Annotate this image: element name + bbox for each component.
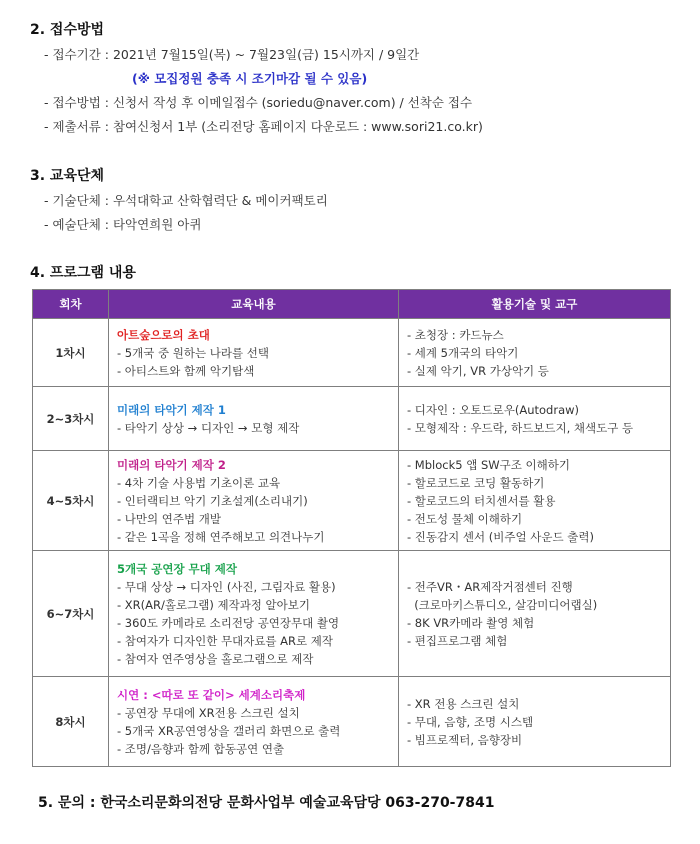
tool-item: - 빔프로젝터, 음향장비 <box>407 732 523 747</box>
round-cell: 6~7차시 <box>33 551 109 677</box>
round-cell: 1차시 <box>33 319 109 387</box>
contact-info: 5. 문의 : 한국소리문화의전당 문화사업부 예술교육담당 063-270-7841 <box>38 795 495 811</box>
session-title: 5개국 공연장 무대 제작 <box>117 561 237 576</box>
content-cell <box>109 451 399 551</box>
early-close-note: (※ 모집정원 충족 시 조기마감 될 수 있음) <box>132 71 368 86</box>
tool-item: - XR 전용 스크린 설치 <box>407 696 520 711</box>
section-3-title: 3. 교육단체 <box>30 168 105 184</box>
content-cell <box>109 551 399 677</box>
reception-period: - 접수기간 : 2021년 7월15일(목) ~ 7월23일(금) 15시까지 / 9일간 <box>44 47 420 62</box>
tools-cell <box>399 387 671 451</box>
tool-item: - 실제 악기, VR 가상악기 등 <box>407 363 549 378</box>
content-item: - 나만의 연주법 개발 <box>117 511 221 526</box>
content-item: - 5개국 XR공연영상을 갤러리 화면으로 출력 <box>117 723 341 738</box>
content-cell <box>109 677 399 767</box>
header-tools: 활용기술 및 교구 <box>399 290 671 319</box>
header-round: 회차 <box>33 290 109 319</box>
tool-item: - 전주VR・AR제작거점센터 진행 <box>407 579 573 594</box>
tech-organization: - 기술단체 : 우석대학교 산학협력단 & 메이커팩토리 <box>44 193 328 208</box>
tool-item: - 무대, 음향, 조명 시스템 <box>407 714 534 729</box>
content-item: - 공연장 무대에 XR전용 스크린 설치 <box>117 705 300 720</box>
table-row <box>33 319 671 387</box>
content-item: - 같은 1곡을 정해 연주해보고 의견나누기 <box>117 529 325 544</box>
content-item: - 무대 상상 → 디자인 (사진, 그림자료 활용) <box>117 579 336 594</box>
tool-item: - 할로코드의 터치센서를 활용 <box>407 493 556 508</box>
round-cell: 4~5차시 <box>33 451 109 551</box>
table-row <box>33 387 671 451</box>
round-cell: 8차시 <box>33 677 109 767</box>
required-documents: - 제출서류 : 참여신청서 1부 (소리전당 홈페이지 다운로드 : www.sori21.co.kr) <box>44 119 483 134</box>
table-row <box>33 677 671 767</box>
content-item: - 5개국 중 원하는 나라를 선택 <box>117 345 269 360</box>
content-item: - 타악기 상상 → 디자인 → 모형 제작 <box>117 420 300 435</box>
tool-item: - 진동감지 센서 (비주얼 사운드 출력) <box>407 529 594 544</box>
tool-item: - 초청장 : 카드뉴스 <box>407 327 504 342</box>
table-header-row <box>33 290 671 319</box>
section-2-title: 2. 접수방법 <box>30 22 105 38</box>
session-title: 시연 : <따로 또 같이> 세계소리축제 <box>117 687 306 702</box>
content-item: - 인터랙티브 악기 기초설계(소리내기) <box>117 493 308 508</box>
content-item: - XR(AR/홀로그램) 제작과정 알아보기 <box>117 597 310 612</box>
tool-item: - Mblock5 앱 SW구조 이해하기 <box>407 457 570 472</box>
content-item: - 아티스트와 함께 악기탐색 <box>117 363 255 378</box>
header-content: 교육내용 <box>109 290 399 319</box>
tool-item: - 세계 5개국의 타악기 <box>407 345 519 360</box>
tools-cell <box>399 551 671 677</box>
tool-item: - 전도성 물체 이해하기 <box>407 511 523 526</box>
tools-cell <box>399 319 671 387</box>
content-item: - 360도 카메라로 소리전당 공연장무대 촬영 <box>117 615 340 630</box>
session-title: 미래의 타악기 제작 1 <box>117 402 226 417</box>
content-cell <box>109 319 399 387</box>
tool-item: - 할로코드로 코딩 활동하기 <box>407 475 545 490</box>
reception-method: - 접수방법 : 신청서 작성 후 이메일접수 (soriedu@naver.com) / 선착순 접수 <box>44 95 473 110</box>
tools-cell <box>399 677 671 767</box>
content-item: - 조명/음향과 함께 합동공연 연출 <box>117 741 285 756</box>
table-row <box>33 451 671 551</box>
tool-item: - 모형제작 : 우드락, 하드보드지, 채색도구 등 <box>407 420 634 435</box>
session-title: 미래의 타악기 제작 2 <box>117 457 226 472</box>
tools-cell <box>399 451 671 551</box>
content-item: - 참여자가 디자인한 무대자료를 AR로 제작 <box>117 633 334 648</box>
section-4-title: 4. 프로그램 내용 <box>30 265 136 281</box>
content-item: - 4차 기술 사용법 기초이론 교육 <box>117 475 281 490</box>
session-title: 아트숲으로의 초대 <box>117 327 210 342</box>
table-row <box>33 551 671 677</box>
tool-item: - 디자인 : 오토드로우(Autodraw) <box>407 402 580 417</box>
round-cell: 2~3차시 <box>33 387 109 451</box>
content-item: - 참여자 연주영상을 홀로그램으로 제작 <box>117 651 314 666</box>
tool-item: - 편집프로그램 체험 <box>407 633 508 648</box>
program-table <box>32 289 671 767</box>
tool-item: - 8K VR카메라 촬영 체험 <box>407 615 535 630</box>
content-cell <box>109 387 399 451</box>
art-organization: - 예술단체 : 타악연희원 아퀴 <box>44 217 202 232</box>
tool-item: (크로마키스튜디오, 살감미디어랩실) <box>407 597 598 612</box>
